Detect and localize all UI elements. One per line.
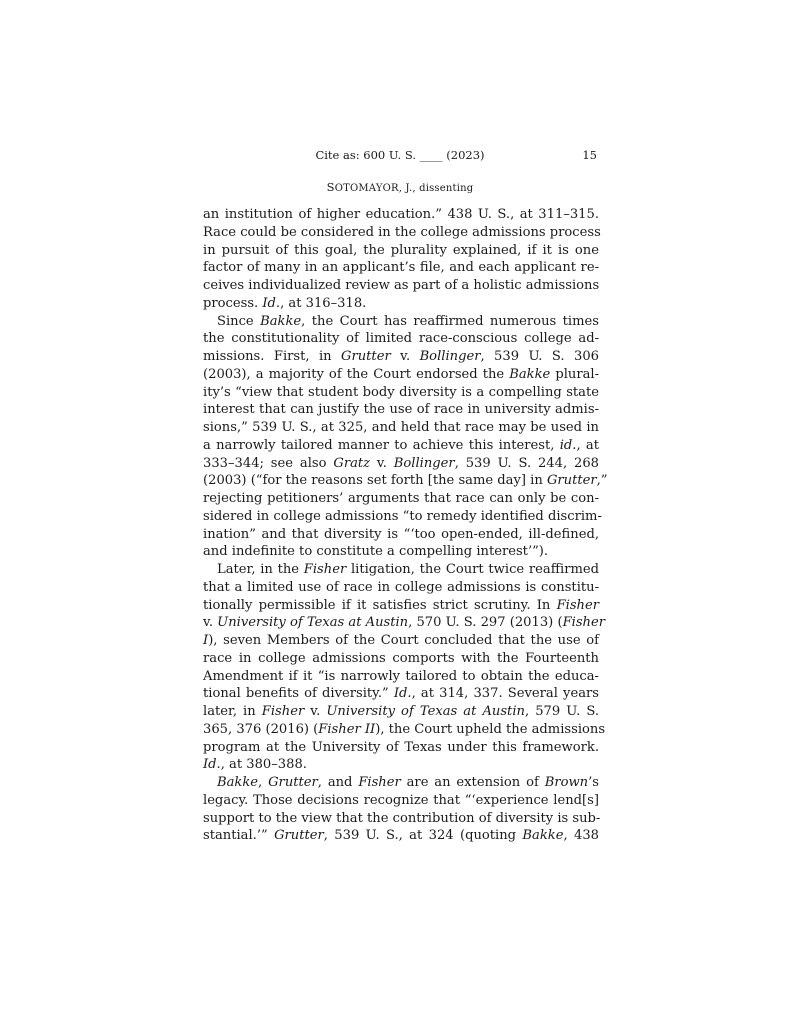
text-run: , 570 U. S. 297 (2013) ( (408, 615, 563, 631)
text-run: ity’s “view that student body diversity is a compelling state (203, 384, 599, 400)
text-line (203, 543, 599, 561)
text-run: Since (217, 313, 261, 329)
italic-text: Bakke (522, 828, 564, 844)
text-run: litigation, the Court twice reaffirmed (346, 562, 599, 577)
text-run: , at (576, 437, 599, 453)
italic-text: Grutter (274, 828, 324, 844)
text-line (203, 348, 599, 366)
text-line (203, 561, 599, 579)
italic-text: Bakke (260, 313, 302, 329)
text-run: , 539 U. S. 244, 268 (454, 455, 599, 471)
italic-text: Gratz (333, 455, 371, 471)
text-run: , 539 U. S., at 324 (quoting (323, 828, 523, 844)
text-line (203, 313, 599, 331)
italic-text: University of Texas at Austin (326, 704, 525, 719)
text-run: , at 380–388. (220, 757, 307, 773)
text-run: interest that can justify the use of race in university admis- (203, 402, 599, 418)
text-line (203, 419, 599, 437)
text-run: stantial.’” (203, 828, 275, 844)
text-line (203, 526, 599, 544)
italic-text: Id. (203, 757, 221, 773)
italic-text: id. (559, 437, 577, 453)
text-line (203, 810, 599, 828)
italic-text: Bakke (217, 775, 259, 790)
text-run: a narrowly tailored manner to achieve this interest, (203, 437, 560, 453)
text-line (203, 224, 599, 242)
text-run: v. (203, 615, 218, 631)
text-line (203, 792, 599, 810)
text-line (203, 472, 608, 490)
italic-text: Brown (544, 775, 589, 790)
citation-line: Cite as: 600 U. S. ____ (2023) (315, 148, 485, 162)
text-run: support to the view that the contribution of diversity is sub- (203, 810, 601, 826)
text-run: 365, 376 (2016) ( (203, 721, 319, 737)
text-run: an institution of higher education.” 438 U. S., at 311–315. (203, 207, 599, 222)
text-run: Amendment if it “is narrowly tailored to obtain the educa- (203, 668, 599, 684)
text-run: are an extension of (400, 775, 545, 790)
text-line (203, 242, 599, 260)
text-run: factor of many in an applicant’s file, and each applicant re- (203, 260, 599, 276)
text-line (203, 614, 605, 632)
author-initial: S (326, 180, 335, 194)
text-run: Later, in the (217, 562, 304, 577)
text-line (203, 508, 602, 526)
text-run: (2003), a majority of the Court endorsed the (203, 366, 510, 382)
text-line (203, 774, 599, 792)
text-run: tionally permissible if it satisfies strict scrutiny. In (203, 597, 557, 613)
italic-text: Fisher (562, 615, 605, 631)
text-run: , 539 U. S. 306 (480, 349, 599, 364)
opinion-body-text (203, 206, 608, 845)
italic-text: Bollinger (393, 455, 455, 471)
text-run: v. (370, 455, 394, 471)
italic-text: Bakke (509, 366, 551, 382)
text-line (203, 384, 599, 402)
italic-text: Grutter (341, 349, 391, 364)
text-run: program at the University of Texas under this framework. (203, 739, 599, 755)
text-run: plural- (550, 366, 599, 382)
italic-text: University of Texas at Austin (217, 615, 409, 631)
text-run: , at 316–318. (280, 295, 367, 311)
italic-text: I (203, 633, 209, 648)
italic-text: Fisher II (318, 721, 376, 737)
text-line (203, 366, 599, 384)
text-run: ceives individualized review as part of a holistic admissions (203, 278, 600, 293)
text-line (203, 455, 599, 473)
text-run: , 579 U. S. (524, 704, 599, 719)
opinion-author-line (203, 180, 597, 194)
running-header (203, 148, 597, 168)
text-line (203, 490, 599, 508)
text-run: , at 314, 337. Several years (411, 686, 599, 702)
italic-text: Fisher (261, 704, 305, 719)
text-run: , 438 (563, 828, 599, 844)
text-line (203, 579, 599, 597)
text-run: rejecting petitioners’ arguments that race can only be con- (203, 491, 599, 506)
text-line (203, 721, 606, 739)
italic-text: Grutter (546, 473, 597, 489)
text-line (203, 650, 599, 668)
text-run: in pursuit of this goal, the plurality explained, if it is one (203, 242, 599, 258)
text-run: v. (390, 349, 420, 364)
page-number: 15 (582, 148, 597, 162)
text-line (203, 703, 599, 721)
text-run: tional benefits of diversity.” (203, 686, 394, 702)
text-run: race in college admissions comports with the Fourteenth (203, 650, 599, 666)
text-run: (2003) (“for the reasons set forth [the same day] in (203, 473, 547, 489)
text-run: missions. First, in (203, 349, 342, 364)
text-run: and indefinite to constitute a compelling interest’”). (203, 544, 549, 560)
text-run: Race could be considered in the college admissions process (203, 224, 601, 240)
italic-text: Bollinger (419, 349, 481, 364)
text-line (203, 330, 599, 348)
text-run: that a limited use of race in college admissions is constitu- (203, 579, 599, 595)
text-line (203, 632, 599, 650)
text-line (203, 437, 599, 455)
text-run: ), the Court upheld the admissions (375, 721, 606, 737)
text-line (203, 206, 599, 224)
italic-text: Fisher (358, 775, 401, 790)
text-line (203, 259, 599, 277)
text-run: later, in (203, 704, 262, 719)
text-line (203, 401, 599, 419)
text-run: legacy. Those decisions recognize that “‘experience lend[s] (203, 792, 599, 808)
text-run: ’s (588, 775, 599, 790)
italic-text: Id. (262, 295, 281, 311)
author-suffix: , J., dissenting (398, 183, 474, 194)
text-run: v. (304, 704, 327, 719)
text-run: ,” (596, 473, 608, 489)
text-line (203, 277, 599, 295)
text-run: , (258, 775, 269, 790)
italic-text: Id. (393, 686, 412, 702)
text-line (203, 295, 599, 313)
text-run: sions,” 539 U. S., at 325, and held that race may be used in (203, 420, 599, 435)
text-line (203, 597, 599, 615)
text-run: , the Court has reaffirmed numerous times (301, 313, 599, 329)
author-smallcaps: OTOMAYOR (334, 183, 399, 194)
text-line (203, 668, 599, 686)
text-line (203, 827, 599, 845)
italic-text: Fisher (303, 562, 347, 577)
italic-text: Fisher (556, 597, 599, 613)
text-run: the constitutionality of limited race-conscious college ad- (203, 331, 599, 347)
text-line (203, 756, 599, 774)
italic-text: Grutter (268, 775, 318, 790)
text-run: ination” and that diversity is “‘too open-ended, ill-defined, (203, 526, 599, 542)
text-run: process. (203, 295, 263, 311)
text-run: 333–344; see also (203, 455, 334, 471)
text-run: sidered in college admissions “to remedy identified discrim- (203, 508, 602, 524)
text-line (203, 685, 599, 703)
text-run: , and (317, 775, 359, 790)
text-run: ), seven Members of the Court concluded that the use of (208, 633, 599, 648)
text-line (203, 739, 599, 757)
